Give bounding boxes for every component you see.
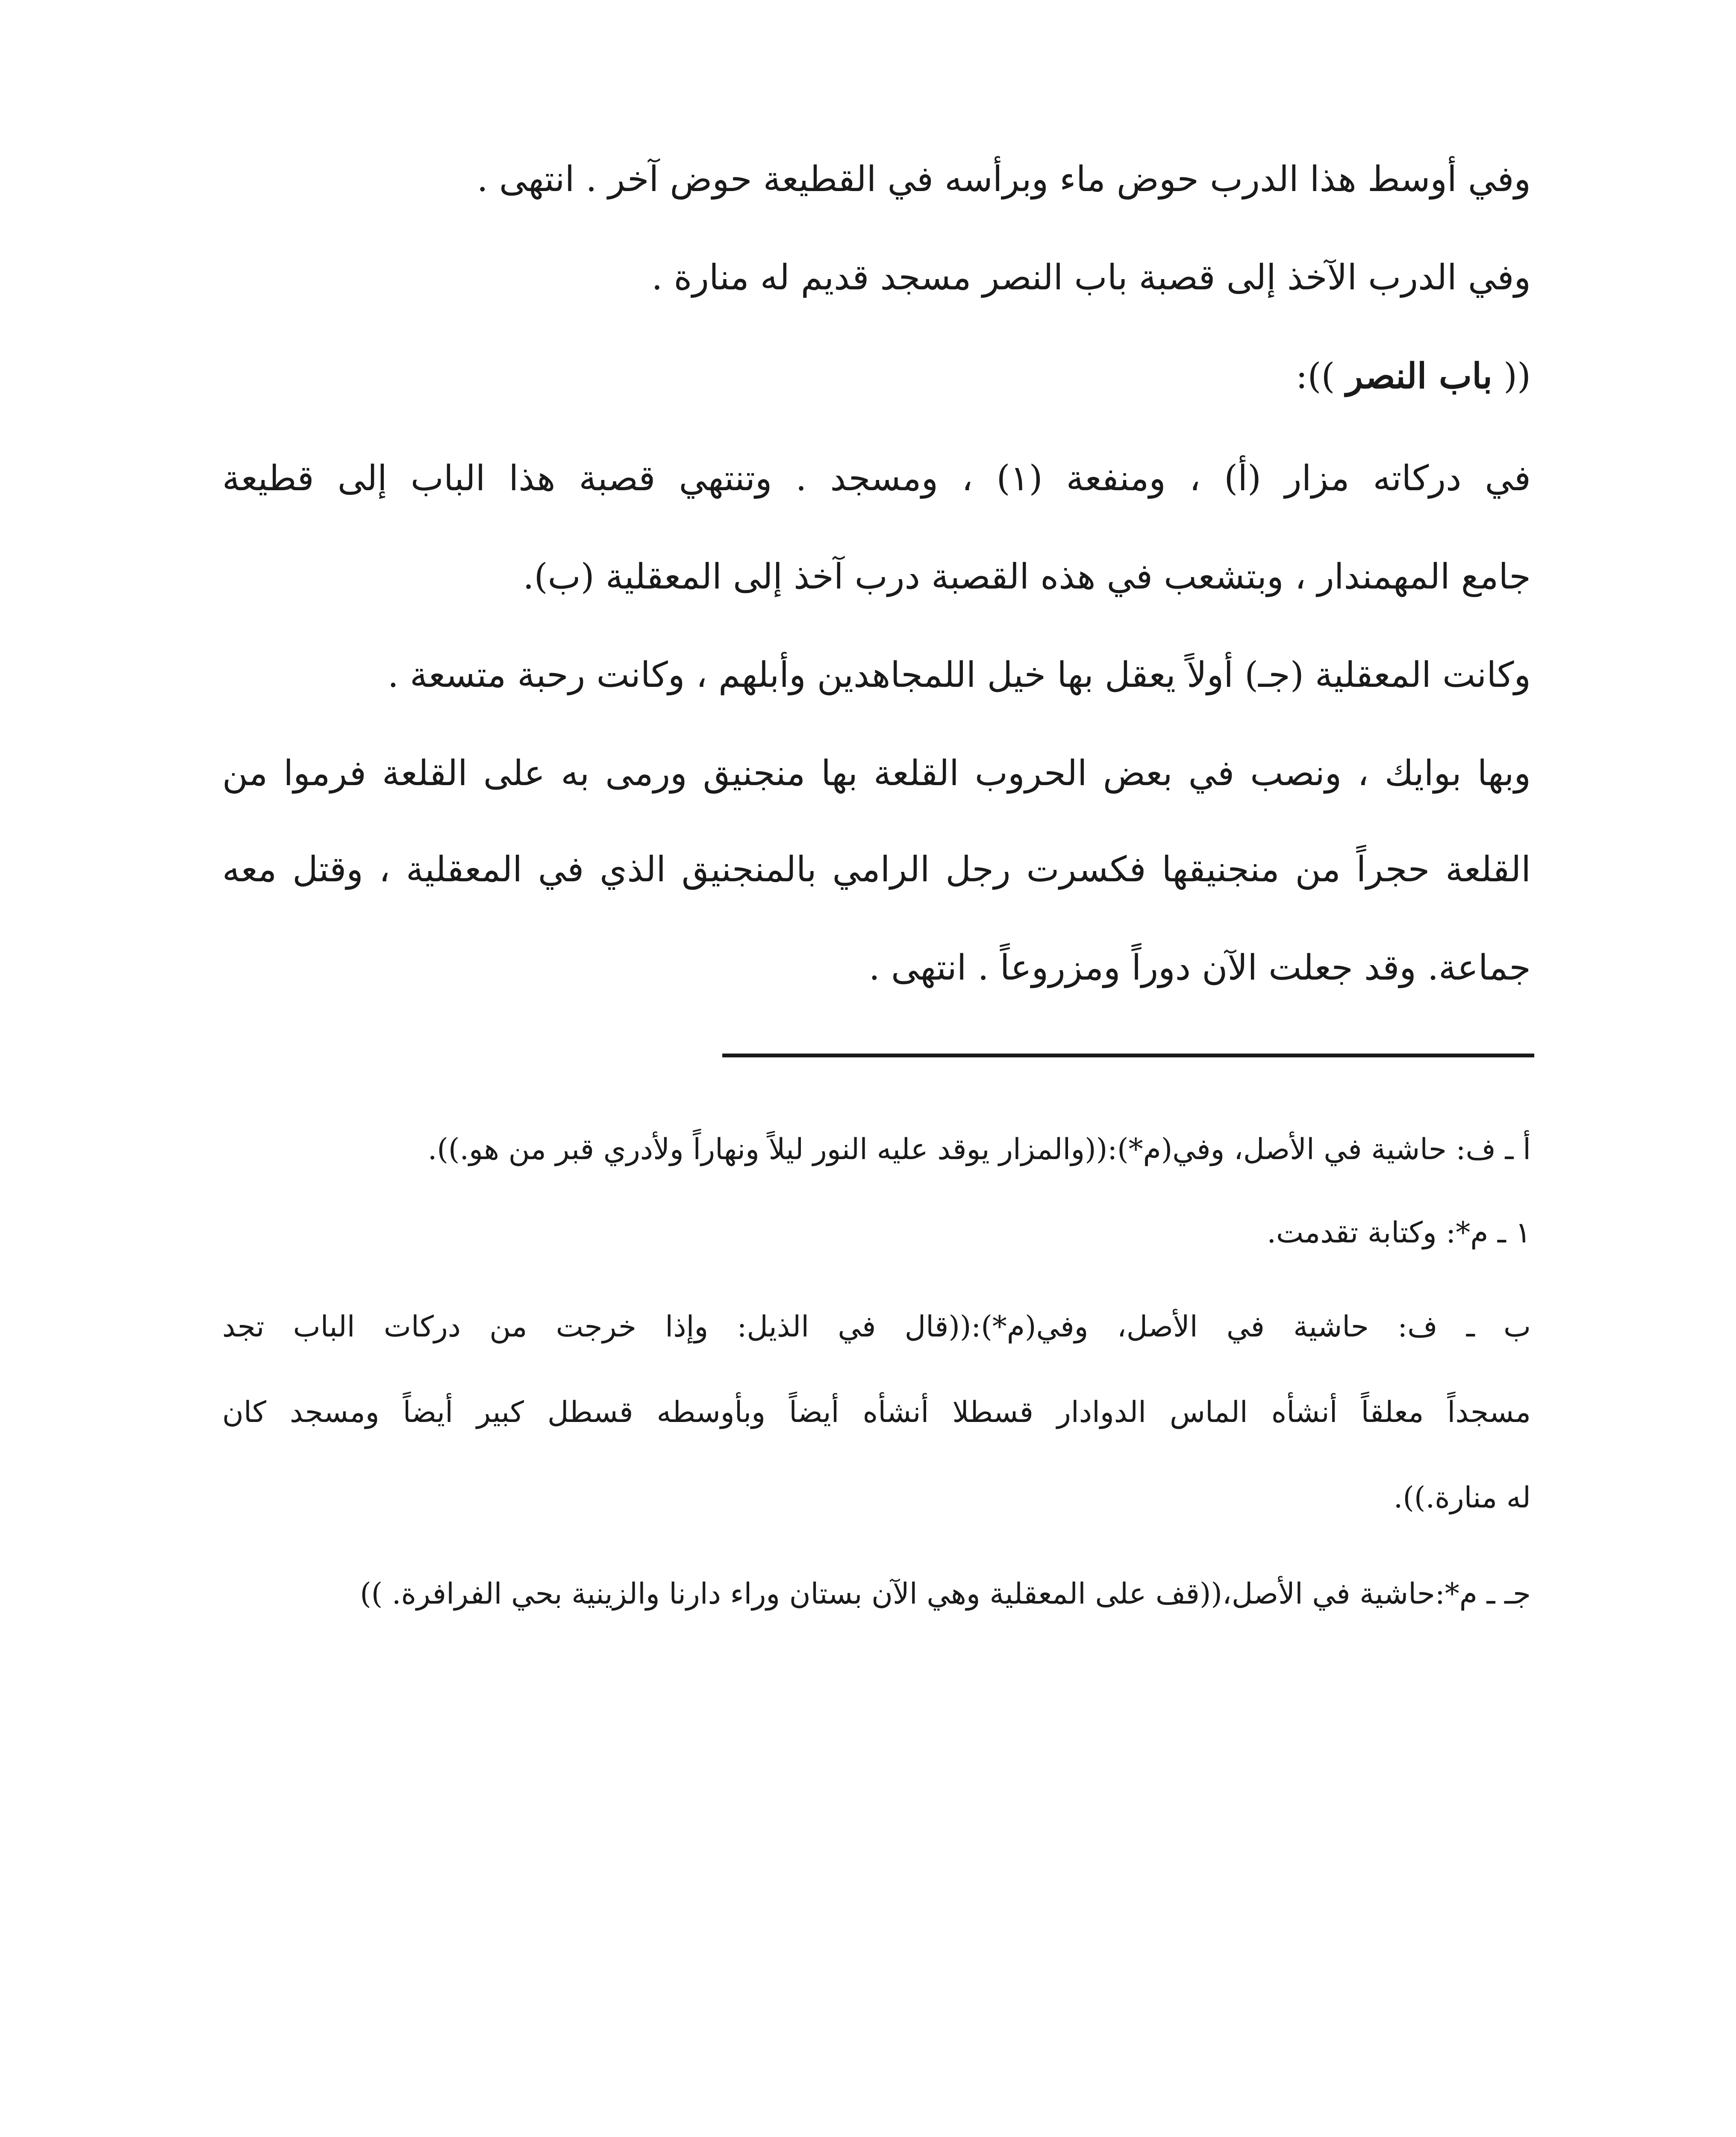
footnote-b-line-1: ب ـ ف: حاشية في الأصل، وفي(م*):((قال في الذيل: وإذا خرجت من دركات الباب تجد [222, 1310, 1531, 1344]
paragraph3-line-3: القلعة حجراً من منجنيقها فكسرت رجل الرامي بالمنجنيق الذي في المعقلية ، وقتل معه [222, 849, 1531, 890]
section-heading [1296, 350, 1531, 402]
footnote-1: ١ ـ م*: وكتابة تقدمت. [1267, 1216, 1531, 1250]
heading-open: (( [1504, 356, 1531, 397]
footnote-b-line-3: له منارة.)). [1393, 1481, 1531, 1515]
body-line-1: وفي أوسط هذا الدرب حوض ماء وبرأسه في القطيعة حوض آخر . انتهى . [477, 159, 1531, 200]
paragraph3-line-1: وكانت المعقلية (جـ) أولاً يعقل بها خيل اللمجاهدين وأبلهم ، وكانت رحبة متسعة . [387, 655, 1531, 695]
paragraph3-line-2: وبها بوايك ، ونصب في بعض الحروب القلعة بها منجنيق ورمى به على القلعة فرموا من [222, 753, 1531, 794]
paragraph3-line-4: جماعة. وقد جعلت الآن دوراً ومزروعاً . انتهى . [868, 948, 1531, 988]
footnote-a: أ ـ ف: حاشية في الأصل، وفي(م*):((والمزار يوقد عليه النور ليلاً ونهاراً ولأدري قبر من هو.)). [427, 1133, 1531, 1166]
heading-title: باب النصر [1346, 356, 1492, 397]
footnote-b-line-2: مسجداً معلقاً أنشأه الماس الدوادار قسطلا أنشأه أيضاً وبأوسطه قسطل كبير أيضاً ومسجد كان [222, 1395, 1531, 1429]
footnote-c: جـ ـ م*:حاشية في الأصل،((قف على المعقلية وهي الآن بستان وراء دارنا والزينية بحي الفرافرة. )) [360, 1577, 1531, 1611]
paragraph2-line-2: جامع المهمندار ، وبتشعب في هذه القصبة درب آخذ إلى المعقلية (ب). [523, 556, 1531, 597]
heading-close: )): [1295, 356, 1335, 397]
body-line-2: وفي الدرب الآخذ إلى قصبة باب النصر مسجد قديم له منارة . [651, 257, 1531, 298]
paragraph2-line-1: في دركاته مزار (أ) ، ومنفعة (١) ، ومسجد . وتنتهي قصبة هذا الباب إلى قطيعة [222, 458, 1531, 499]
footnote-separator [722, 1054, 1534, 1057]
